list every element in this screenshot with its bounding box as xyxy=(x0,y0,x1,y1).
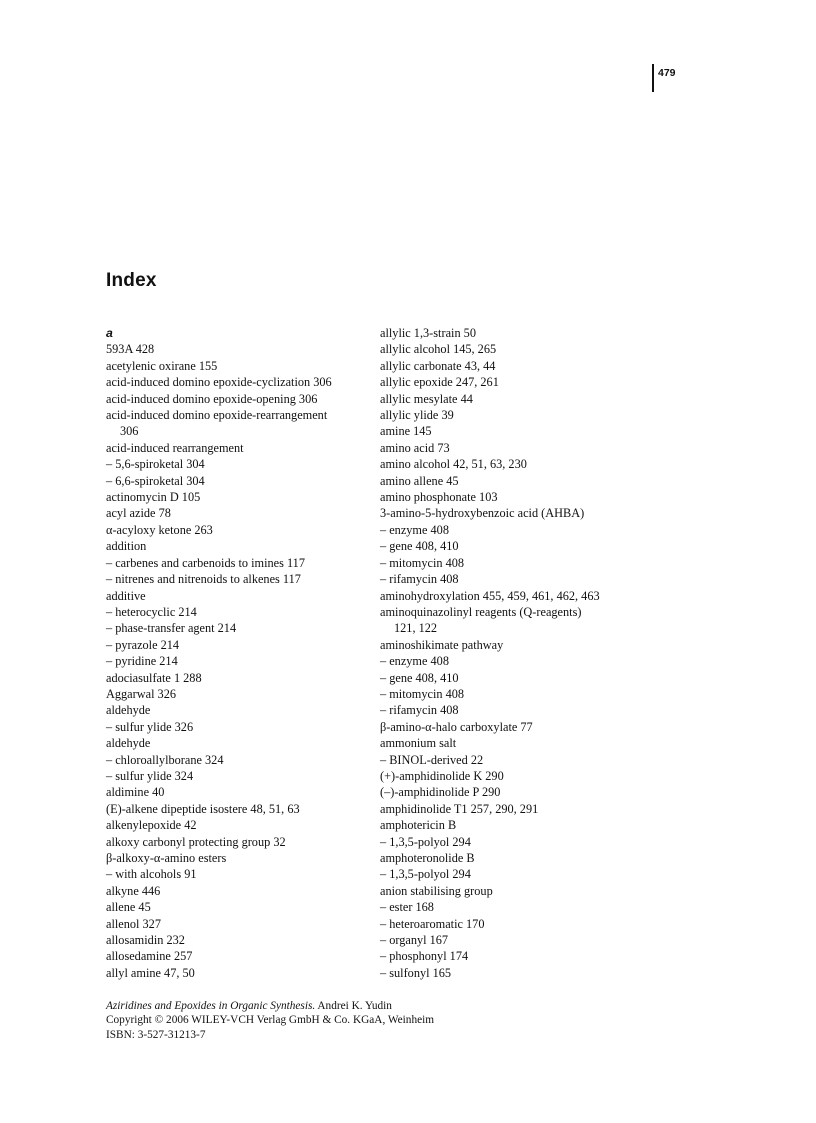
index-entry: allylic ylide 39 xyxy=(380,408,454,423)
index-subentry: – heterocyclic 214 xyxy=(106,604,197,619)
page-number: 479 xyxy=(658,67,676,79)
index-entry: amphidinolide T1 257, 290, 291 xyxy=(380,801,539,816)
index-entry: alkenylepoxide 42 xyxy=(106,818,197,833)
index-entry: alkyne 446 xyxy=(106,883,161,898)
index-entry: allylic epoxide 247, 261 xyxy=(380,375,499,390)
index-column-right xyxy=(380,325,680,981)
index-entry: allosamidin 232 xyxy=(106,933,185,948)
footer-isbn: ISBN: 3-527-31213-7 xyxy=(106,1028,206,1041)
index-entry: allylic alcohol 145, 265 xyxy=(380,342,497,357)
index-entry: 121, 122 xyxy=(394,621,438,636)
index-subentry: – 5,6-spiroketal 304 xyxy=(106,457,205,472)
index-entry: amino acid 73 xyxy=(380,440,450,455)
index-subentry: – pyrazole 214 xyxy=(106,637,180,652)
index-entry: anion stabilising group xyxy=(380,883,493,898)
index-entry: acid-induced domino epoxide-cyclization 306 xyxy=(106,375,332,390)
index-entry: acid-induced domino epoxide-opening 306 xyxy=(106,391,318,406)
index-entry: allosedamine 257 xyxy=(106,949,193,964)
index-entry: 3-amino-5-hydroxybenzoic acid (AHBA) xyxy=(380,506,585,521)
index-entry: amino alcohol 42, 51, 63, 230 xyxy=(380,457,527,472)
index-subentry: – sulfur ylide 324 xyxy=(106,768,194,783)
footer-book-line xyxy=(106,999,434,1013)
index-subentry: – sulfur ylide 326 xyxy=(106,719,194,734)
index-entry: 593A 428 xyxy=(106,342,155,357)
index-subentry: – rifamycin 408 xyxy=(380,572,459,587)
index-entry: acyl azide 78 xyxy=(106,506,171,521)
index-entry: amphotericin B xyxy=(380,818,457,833)
index-subentry: – gene 408, 410 xyxy=(380,539,459,554)
index-entry: (+)-amphidinolide K 290 xyxy=(380,768,504,783)
index-subentry: – ester 168 xyxy=(380,900,434,915)
index-entry: acid-induced domino epoxide-rearrangement xyxy=(106,408,328,423)
index-entry: allylic carbonate 43, 44 xyxy=(380,358,496,373)
index-entry: additive xyxy=(106,588,146,603)
index-entry: aldehyde xyxy=(106,703,151,718)
index-subentry: – gene 408, 410 xyxy=(380,670,459,685)
index-entry: amine 145 xyxy=(380,424,432,439)
index-entry: (E)-alkene dipeptide isostere 48, 51, 63 xyxy=(106,801,300,816)
index-entry: amino allene 45 xyxy=(380,473,459,488)
index-entry: allyl amine 47, 50 xyxy=(106,965,195,980)
index-subentry: – enzyme 408 xyxy=(380,522,449,537)
page-number-rule xyxy=(652,64,654,92)
footer-copyright: Copyright © 2006 WILEY-VCH Verlag GmbH & Co. KGaA, Weinheim xyxy=(106,1014,435,1027)
index-subentry: – nitrenes and nitrenoids to alkenes 117 xyxy=(106,572,301,587)
index-entry: allylic mesylate 44 xyxy=(380,391,473,406)
index-entry: actinomycin D 105 xyxy=(106,490,201,505)
index-entry: Aggarwal 326 xyxy=(106,686,177,701)
index-subentry: – phase-transfer agent 214 xyxy=(106,621,237,636)
index-entry: allene 45 xyxy=(106,900,151,915)
index-entry: addition xyxy=(106,539,147,554)
index-subentry: – mitomycin 408 xyxy=(380,555,465,570)
page-title: Index xyxy=(106,270,157,291)
index-entry: amino phosphonate 103 xyxy=(380,490,498,505)
index-entry: allylic 1,3-strain 50 xyxy=(380,326,476,340)
index-entry: amphoteronolide B xyxy=(380,851,475,865)
index-entry: (–)-amphidinolide P 290 xyxy=(380,785,501,800)
index-entry: allenol 327 xyxy=(106,916,161,931)
index-entry: adociasulfate 1 288 xyxy=(106,670,202,685)
index-entry: ammonium salt xyxy=(380,736,457,751)
index-entry: β-amino-α-halo carboxylate 77 xyxy=(380,719,533,734)
footer-book-title: Aziridines and Epoxides in Organic Synthesis. xyxy=(106,1000,316,1012)
index-subentry: – 1,3,5-polyol 294 xyxy=(380,834,471,849)
footer-author: Andrei K. Yudin xyxy=(315,1000,392,1012)
index-subentry: – BINOL-derived 22 xyxy=(380,752,484,767)
index-subentry: – 1,3,5-polyol 294 xyxy=(380,867,471,882)
index-entry: aminohydroxylation 455, 459, 461, 462, 463 xyxy=(380,588,600,603)
index-subentry: – 6,6-spiroketal 304 xyxy=(106,473,205,488)
index-subentry: – enzyme 408 xyxy=(380,654,449,669)
index-entry: 306 xyxy=(120,424,139,439)
index-entry: alkoxy carbonyl protecting group 32 xyxy=(106,834,286,849)
index-entry: acetylenic oxirane 155 xyxy=(106,358,218,373)
index-subentry: – rifamycin 408 xyxy=(380,703,459,718)
index-entry: β-alkoxy-α-amino esters xyxy=(106,851,227,865)
index-subentry: – with alcohols 91 xyxy=(106,867,197,882)
index-subentry: – carbenes and carbenoids to imines 117 xyxy=(106,555,305,570)
copyright-footer xyxy=(106,999,434,1042)
index-entry: α-acyloxy ketone 263 xyxy=(106,522,213,537)
index-subentry: – organyl 167 xyxy=(380,933,449,948)
index-subentry: – heteroaromatic 170 xyxy=(380,916,485,931)
index-entry: aminoshikimate pathway xyxy=(380,637,504,652)
index-subentry: – pyridine 214 xyxy=(106,654,178,669)
index-subentry: – sulfonyl 165 xyxy=(380,965,452,980)
index-letter-heading: a xyxy=(106,326,113,340)
index-subentry: – phosphonyl 174 xyxy=(380,949,469,964)
index-entry: aldimine 40 xyxy=(106,785,165,800)
index-entry: acid-induced rearrangement xyxy=(106,440,244,455)
index-entry: aminoquinazolinyl reagents (Q-reagents) xyxy=(380,604,582,619)
index-column-left xyxy=(106,325,371,981)
index-entry: aldehyde xyxy=(106,736,151,751)
index-subentry: – chloroallylborane 324 xyxy=(106,752,224,767)
index-subentry: – mitomycin 408 xyxy=(380,686,465,701)
